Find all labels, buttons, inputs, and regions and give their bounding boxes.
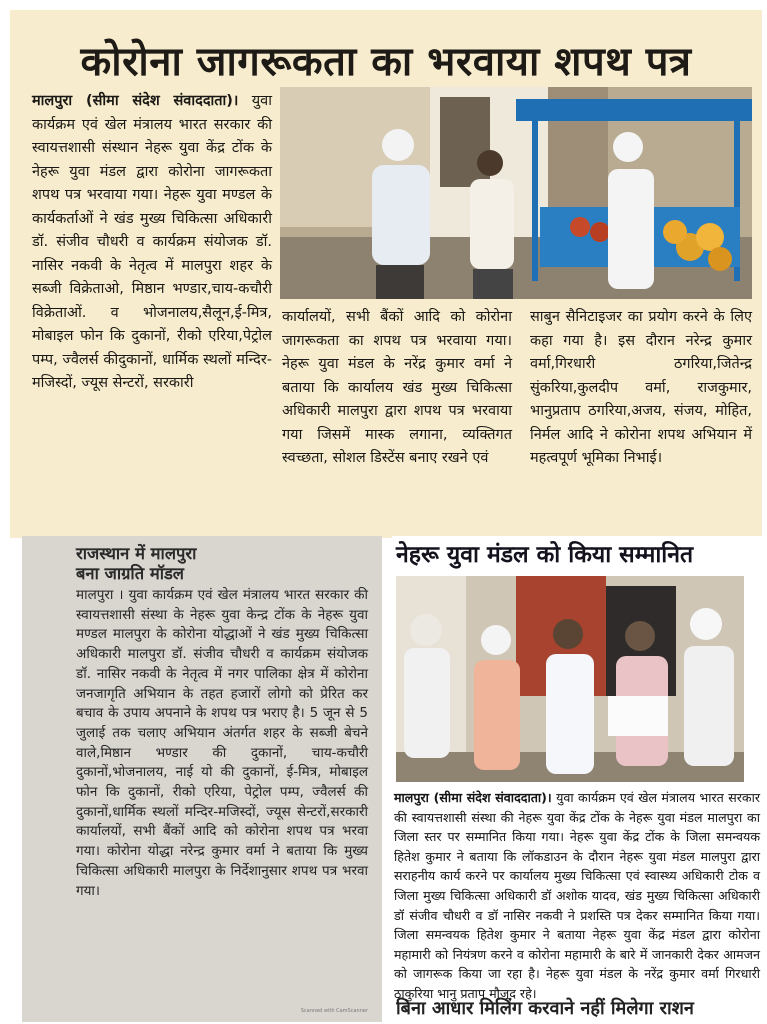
clip3-byline: मालपुरा (सीमा संदेश संवाददाता)। bbox=[394, 790, 552, 805]
clip1-col3-text: साबुन सैनिटाइजर का प्रयोग करने के लिए कहा गया है। इस दौरान नरेन्द्र कुमार वर्मा,गिरधारी ठगरिया,जितेन्द्र सुंकरिया,कुलदीप वर्मा, राजकुमार, भानुप्रताप ठगरिया,अजय, संजय, मोहित, निर्मल आदि ने कोरोना शपथ अभियान में महत्वपूर्ण भूमिका निभाई। bbox=[530, 309, 752, 466]
clip2-headline-line2: बना जाग्रति मॉडल bbox=[76, 564, 184, 583]
clip1-byline: मालपुरा (सीमा संदेश संवाददाता)। bbox=[32, 93, 239, 109]
news-clip-honoured bbox=[392, 536, 762, 1022]
clip1-column-1 bbox=[32, 90, 272, 396]
clip2-scanner-footer: Scanned with CamScanner bbox=[300, 1008, 368, 1014]
clip1-column-3 bbox=[530, 306, 752, 471]
news-clip-awareness-oath bbox=[10, 10, 762, 538]
clip3-body-text: युवा कार्यक्रम एवं खेल मंत्रालय भारत सरकार की स्वायत्तशासी संस्था की नेहरू युवा केंद्र टोंक के नेहरू युवा मंडल मालपुरा का जिला स्तर पर सम्मानित किया गया। नेहरू युवा केंद्र टोंक के जिला समन्वयक हितेश कुमार ने बताया कि लॉकडाउन के दौरान नेहरू युवा मंडल मालपुरा द्वारा सराहनीय कार्य करने पर कार्यालय मुख्य चिकित्सा एवं स्वास्थ्य अधिकारी टोक व जिला मुख्य चिकित्सा अधिकारी डॉ अशोक यादव, खंड मुख्य चिकित्सा अधिकारी डॉ संजीव चौधरी व डॉ नासिर नकवी ने प्रशस्ति पत्र देकर सम्मानित किया गया। जिला समन्वयक हितेश कुमार ने बताया नेहरू युवा केंद्र मंडल द्वारा कोरोना महामारी को नियंत्रण करने व कोरोना महामारी के बारे में जानकारी देकर आमजन को जागरूक किया जा रहा है। नेहरू युवा मंडल के नरेंद्र कुमार वर्मा गिरधारी ठाकुरिया भानु प्रताप मौजूद रहे। bbox=[394, 790, 760, 1001]
clip1-photo bbox=[280, 87, 752, 299]
clip2-headline bbox=[76, 544, 366, 584]
clip3-body bbox=[394, 788, 760, 1004]
clip2-headline-line1: राजस्थान में मालपुरा bbox=[76, 544, 197, 563]
clip3-photo bbox=[396, 576, 744, 782]
clip1-col1-text: युवा कार्यक्रम एवं खेल मंत्रालय भारत सरकार की स्वायत्तशासी संस्थान नेहरू युवा केंद्र टोंक के नेहरू युवा मंडल द्वारा कोरोना जागरूकता शपथ पत्र भरवाया गया। नेहरू युवा मण्डल के कार्यकर्ताओं ने खंड मुख्य चिकित्सा अधिकारी डॉ. संजीव चौधरी व कार्यक्रम संयोजक डॉ. नासिर नकवी के नेतृत्व में मालपुरा शहर के सब्जी विक्रेताओ, मिष्ठान भण्डार,चाय-कचौरी विक्रेताओं. व भोजनालय,सैलून,ई-मित्र, मोबाइल फोन कि दुकानों, रीको एरिया,पेट्रोल पम्प, ज्वैलर्स कीदुकानों, धार्मिक स्थलों मन्दिर-मजिस्दों, ज्यूस सेन्टरों, सरकारी bbox=[32, 93, 272, 391]
clip2-body bbox=[76, 586, 368, 901]
clip1-col2-text: कार्यालयों, सभी बैंकों आदि को कोरोना जागरूकता का शपथ पत्र भरवाया गया। नेहरू युवा मंडल के नरेंद्र कुमार वर्मा ने बताया कि कार्यालय खंड मुख्य चिकित्सा अधिकारी मालपुरा द्वारा शपथ पत्र भरवाया गया जिसमें मास्क लगाना, व्यक्तिगत स्वच्छता, सोशल डिस्टेंस बनाए रखने एवं bbox=[282, 309, 512, 466]
news-clip-awareness-model bbox=[22, 536, 382, 1022]
clip2-body-text: मालपुरा । युवा कार्यक्रम एवं खेल मंत्रालय भारत सरकार की स्वायत्तशासी संस्था के नेहरू युवा केन्द्र टोंक के नेहरू युवा मण्डल मालपुरा के कोरोना योद्धाओं ने खंड मुख्य चिकित्सा अधिकारी मालपुरा डॉ. संजीव चौधरी व कार्यक्रम संयोजक डॉ. नासिर नकवी के नेतृत्व में नगर पालिका क्षेत्र में कोरोना जनजागृति अभियान के तहत हजारों लोगो को प्रेरित कर बचाव के उपाय अपनाने के शपथ पत्र भराए है। 5 जून से 5 जुलाई तक चलाए अभियान अंतर्गत शहर के सब्जी बेचने वाले,मिष्ठान भण्डार की दुकानों, चाय-कचौरी दुकानों,भोजनालय, नाई यो की दुकानों, ई-मित्र, मोबाइल फोन कि दुकानों, रीको एरिया, पेट्रोल पम्प, ज्वैलर्स की दुकानों,धार्मिक स्थलों मन्दिर-मजिस्दों, ज्यूस सेन्टरों,सरकारी कार्यालयों, सभी बैंकों आदि को कोरोना शपथ पत्र भरवा गया। कोरोना योद्धा नरेन्द्र कुमार वर्मा ने बताया कि मुख्य चिकित्सा अधिकारी मालपुरा के निर्देशानुसार शपथ पत्र भरवा गया। bbox=[76, 587, 368, 899]
clip3-next-headline: बिना आधार मिलिंग करवाने नहीं मिलेगा राशन bbox=[396, 998, 694, 1019]
clip1-headline: कोरोना जागरूकता का भरवाया शपथ पत्र bbox=[80, 39, 692, 85]
clip3-headline: नेहरू युवा मंडल को किया सम्मानित bbox=[396, 542, 694, 568]
clip1-column-2 bbox=[282, 306, 512, 471]
